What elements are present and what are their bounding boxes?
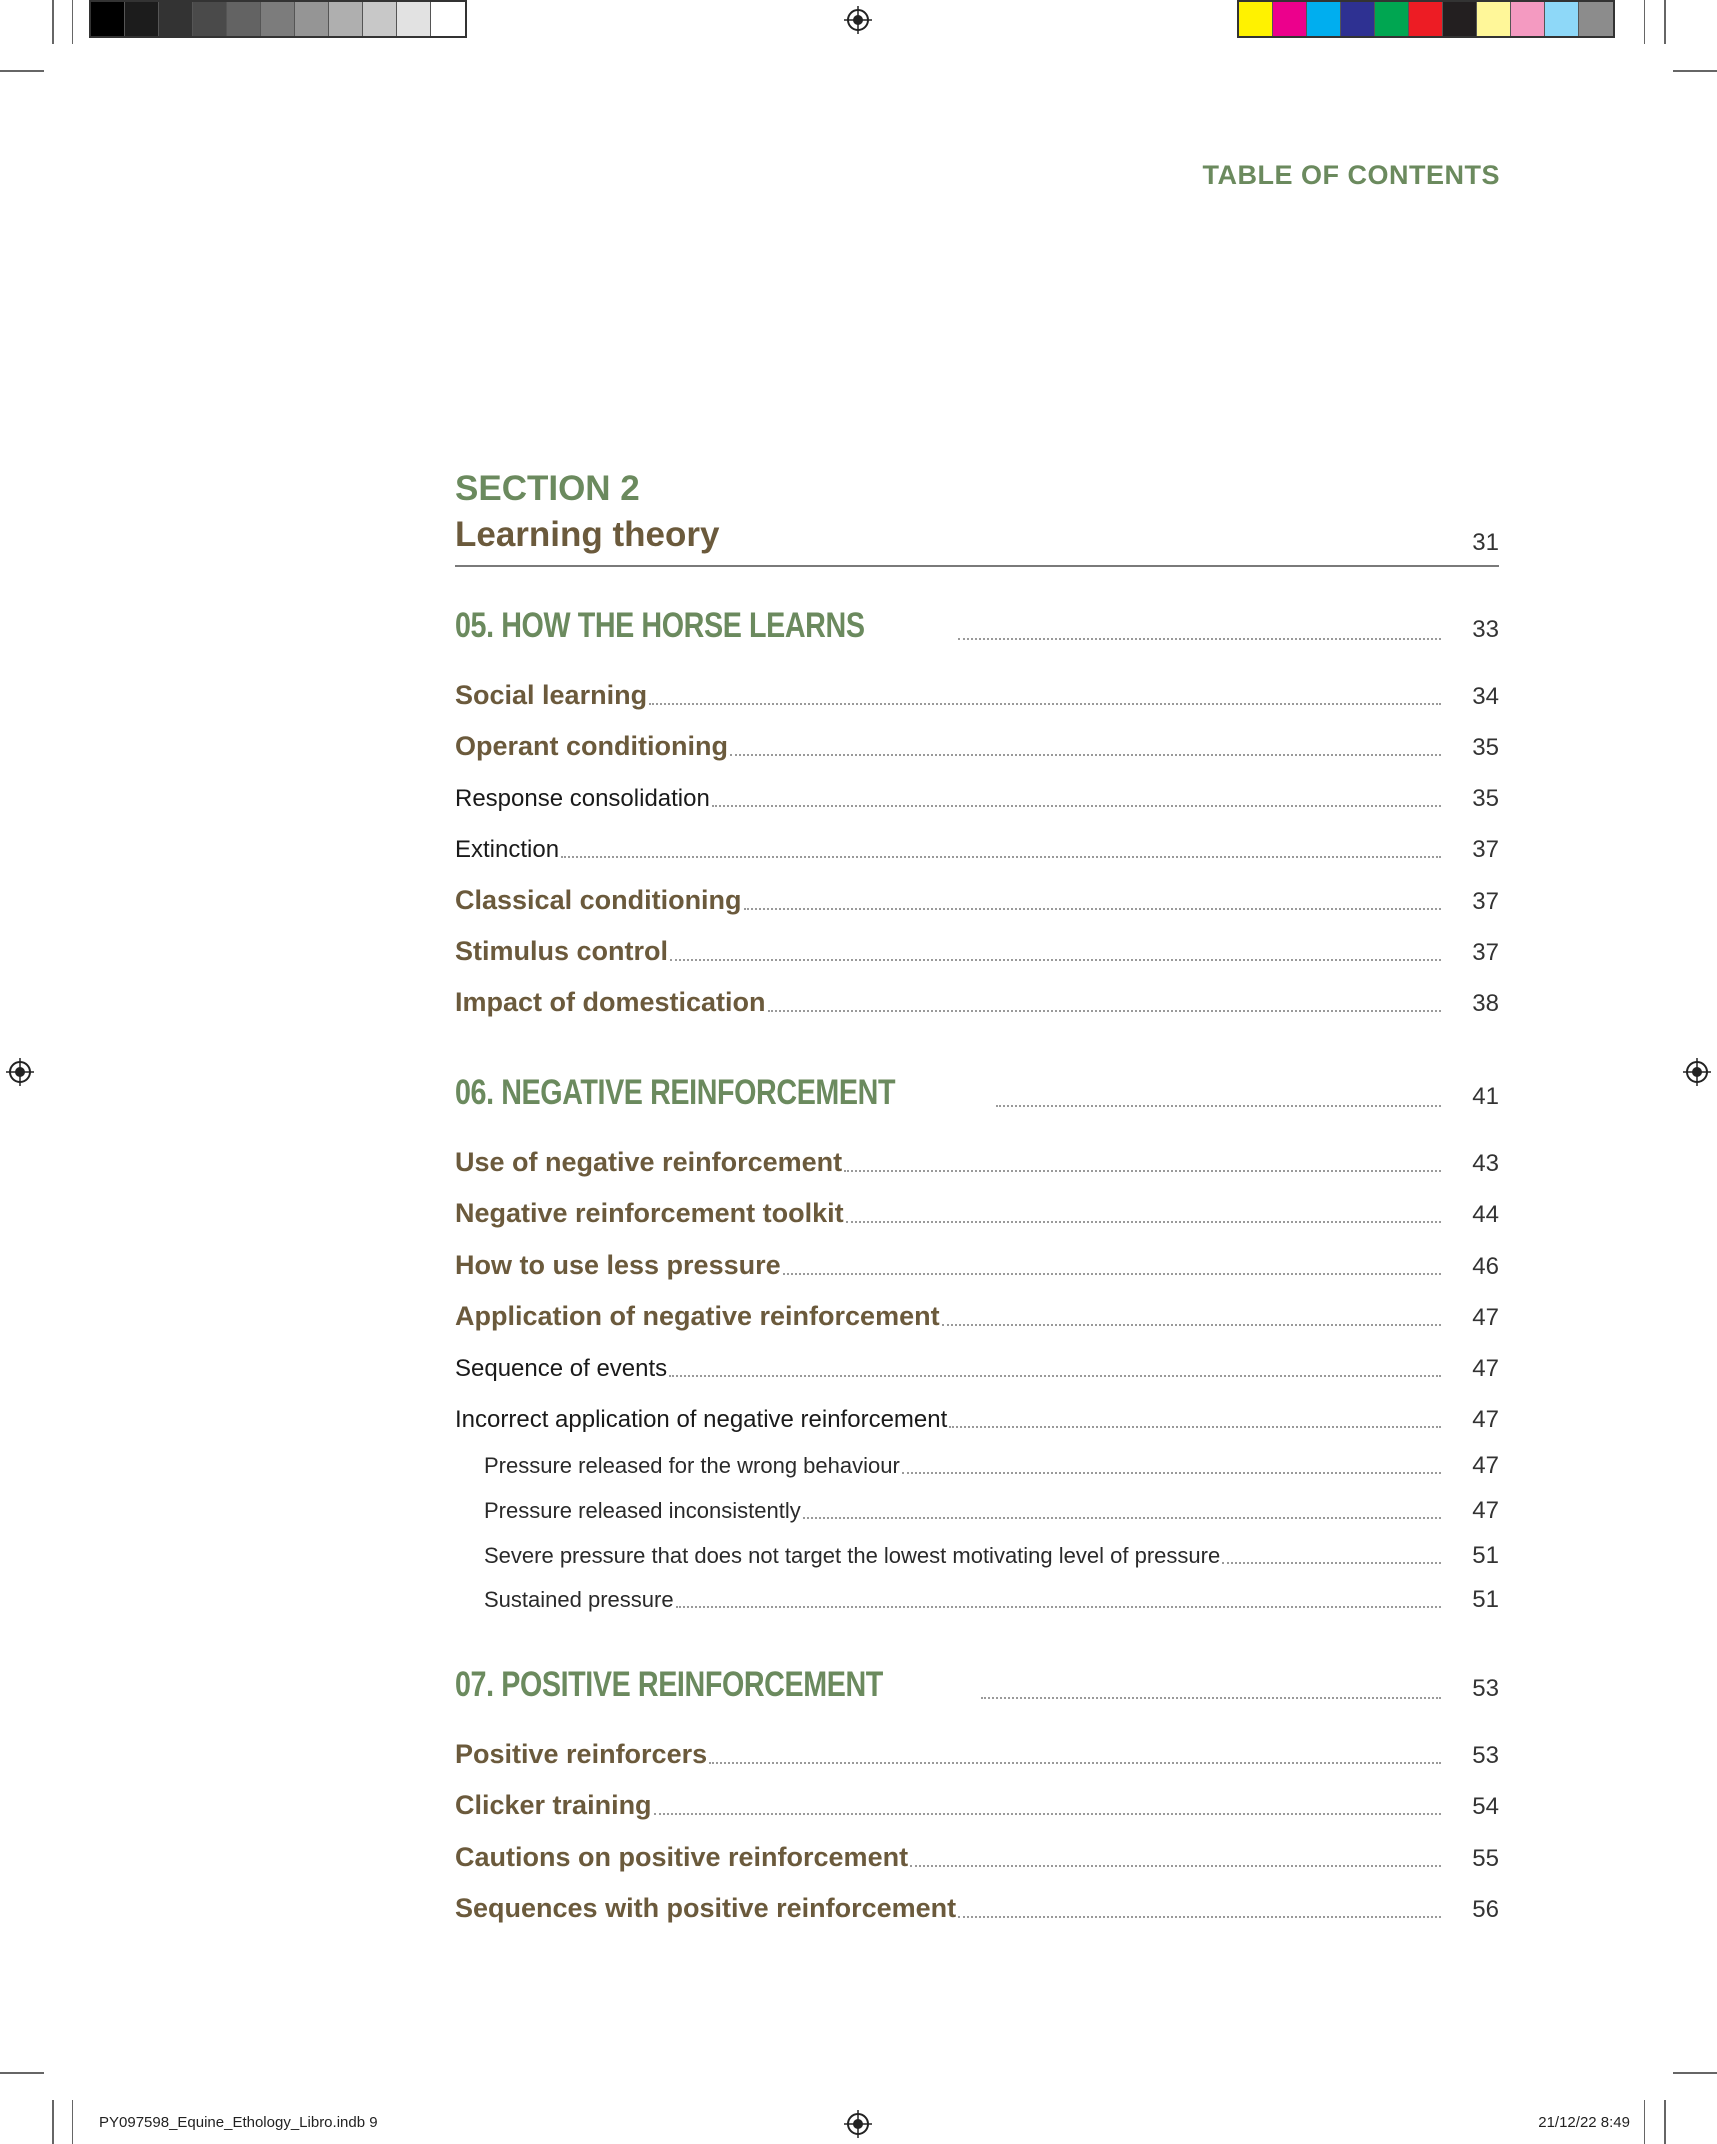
toc-label: 07. POSITIVE REINFORCEMENT [455, 1665, 883, 1704]
toc-entry[interactable] [455, 1250, 1499, 1281]
toc-entry[interactable] [455, 987, 1499, 1018]
dot-leader [846, 1220, 1441, 1223]
dot-leader [902, 1471, 1441, 1474]
dot-leader [803, 1516, 1441, 1519]
dot-leader [910, 1864, 1441, 1867]
dot-leader [958, 1915, 1441, 1918]
dot-leader [676, 1605, 1441, 1608]
toc-page-number: 55 [1472, 1845, 1499, 1872]
toc-label: Extinction [455, 836, 560, 863]
dot-leader [996, 1104, 1441, 1107]
color-swatch [1443, 2, 1477, 36]
toc-subentry[interactable] [455, 785, 1499, 813]
toc-label: Application of negative reinforcement [455, 1301, 940, 1331]
toc-subsubentry[interactable] [484, 1542, 1499, 1570]
toc-page-number: 37 [1472, 939, 1499, 966]
crop-mark [1673, 2072, 1717, 2074]
toc-entry[interactable] [455, 1790, 1499, 1821]
color-swatch [363, 2, 397, 36]
dot-leader [768, 1009, 1441, 1012]
toc-page-number: 47 [1472, 1406, 1499, 1433]
dot-leader [949, 1425, 1441, 1428]
color-swatch [1239, 2, 1273, 36]
color-swatch [91, 2, 125, 36]
toc-page-number: 35 [1472, 785, 1499, 812]
toc-label: Stimulus control [455, 936, 669, 966]
color-swatch [1477, 2, 1511, 36]
toc-subsubentry[interactable] [484, 1452, 1499, 1480]
toc-page-number: 56 [1472, 1896, 1499, 1923]
toc-subsubentry[interactable] [484, 1497, 1499, 1525]
toc-page-number: 47 [1472, 1355, 1499, 1382]
toc-page-number: 54 [1472, 1793, 1499, 1820]
toc-page-number: 44 [1472, 1201, 1499, 1228]
toc-page-number: 37 [1472, 836, 1499, 863]
toc-page-number: 51 [1472, 1586, 1499, 1613]
gray-calibration-bar [89, 0, 467, 38]
toc-label: Cautions on positive reinforcement [455, 1842, 909, 1872]
color-swatch [329, 2, 363, 36]
toc-entry[interactable] [455, 1198, 1499, 1229]
color-swatch [193, 2, 227, 36]
toc-entry[interactable] [455, 680, 1499, 711]
toc-page-number: 53 [1472, 1675, 1499, 1702]
color-swatch [431, 2, 465, 36]
toc-subsubentry[interactable] [484, 1586, 1499, 1614]
toc-label: Pressure released inconsistently [484, 1498, 801, 1523]
toc-label: Severe pressure that does not target the lowest motivating level of pressure [484, 1543, 1221, 1568]
toc-label: Operant conditioning [455, 731, 728, 761]
color-swatch [159, 2, 193, 36]
registration-mark-icon [844, 2110, 872, 2138]
dot-leader [561, 855, 1441, 858]
toc-entry[interactable] [455, 1842, 1499, 1873]
section-page-number: 31 [1472, 529, 1499, 556]
registration-mark-icon [6, 1058, 34, 1086]
color-swatch [1511, 2, 1545, 36]
section-title: Learning theory [455, 515, 720, 554]
toc-chapter[interactable] [455, 606, 1499, 646]
color-swatch [227, 2, 261, 36]
toc-page-number: 37 [1472, 888, 1499, 915]
toc-label: 05. HOW THE HORSE LEARNS [455, 606, 865, 645]
toc-entry[interactable] [455, 936, 1499, 967]
color-swatch [295, 2, 329, 36]
toc-entry[interactable] [455, 1739, 1499, 1770]
toc-subentry[interactable] [455, 1355, 1499, 1383]
color-swatch [125, 2, 159, 36]
section-label: SECTION 2 [455, 469, 640, 508]
toc-label: 06. NEGATIVE REINFORCEMENT [455, 1073, 896, 1112]
toc-chapter[interactable] [455, 1665, 1499, 1705]
toc-label: Clicker training [455, 1790, 652, 1820]
toc-subentry[interactable] [455, 1406, 1499, 1434]
crop-mark [1644, 0, 1645, 44]
toc-page-number: 38 [1472, 990, 1499, 1017]
crop-mark [1664, 0, 1666, 44]
toc-label: Classical conditioning [455, 885, 742, 915]
dot-leader [844, 1169, 1441, 1172]
toc-label: Use of negative reinforcement [455, 1147, 843, 1177]
dot-leader [669, 1374, 1441, 1377]
toc-page-number: 47 [1472, 1304, 1499, 1331]
print-timestamp: 21/12/22 8:49 [1538, 2114, 1630, 2131]
registration-mark-icon [844, 6, 872, 34]
toc-label: Negative reinforcement toolkit [455, 1198, 844, 1228]
dot-leader [958, 637, 1441, 640]
dot-leader [744, 907, 1441, 910]
color-swatch [261, 2, 295, 36]
toc-page-number: 47 [1472, 1497, 1499, 1524]
color-swatch [1307, 2, 1341, 36]
toc-chapter[interactable] [455, 1073, 1499, 1113]
toc-page-number: 34 [1472, 683, 1499, 710]
crop-mark [1673, 70, 1717, 72]
file-slug: PY097598_Equine_Ethology_Libro.indb 9 [99, 2114, 378, 2131]
crop-mark [72, 2100, 73, 2144]
section-heading [455, 465, 1499, 567]
toc-entry[interactable] [455, 731, 1499, 762]
dot-leader [942, 1323, 1441, 1326]
dot-leader [730, 753, 1441, 756]
toc-label: How to use less pressure [455, 1250, 781, 1280]
color-swatch [1341, 2, 1375, 36]
toc-label: Pressure released for the wrong behaviour [484, 1453, 900, 1478]
dot-leader [712, 804, 1441, 807]
toc-entry[interactable] [455, 1301, 1499, 1332]
section-title-row [455, 513, 1499, 567]
toc-label: Social learning [455, 680, 648, 710]
toc-page-number: 43 [1472, 1150, 1499, 1177]
dot-leader [670, 958, 1441, 961]
toc-page-number: 46 [1472, 1253, 1499, 1280]
crop-mark [72, 0, 73, 44]
toc-label: Sequence of events [455, 1355, 668, 1382]
toc-page-number: 41 [1472, 1083, 1499, 1110]
toc-label: Sequences with positive reinforcement [455, 1893, 957, 1923]
toc-page-number: 47 [1472, 1452, 1499, 1479]
toc-page-number: 35 [1472, 734, 1499, 761]
color-swatch [1375, 2, 1409, 36]
toc-entry[interactable] [455, 1893, 1499, 1924]
toc-label: Sustained pressure [484, 1587, 674, 1612]
registration-mark-icon [1683, 1058, 1711, 1086]
dot-leader [709, 1761, 1441, 1764]
color-swatch [1579, 2, 1613, 36]
toc-label: Response consolidation [455, 785, 710, 812]
toc-page-number: 53 [1472, 1742, 1499, 1769]
color-swatch [1409, 2, 1443, 36]
dot-leader [981, 1696, 1441, 1699]
toc-label: Incorrect application of negative reinforcement [455, 1406, 948, 1433]
crop-mark [52, 2100, 54, 2144]
crop-mark [52, 0, 54, 44]
dot-leader [649, 702, 1441, 705]
toc-page-number: 51 [1472, 1542, 1499, 1569]
running-head: TABLE OF CONTENTS [1202, 160, 1500, 190]
color-swatch [1545, 2, 1579, 36]
toc-entry[interactable] [455, 1147, 1499, 1178]
toc-label: Positive reinforcers [455, 1739, 708, 1769]
crop-mark [1644, 2100, 1645, 2144]
crop-mark [1664, 2100, 1666, 2144]
toc-entry[interactable] [455, 885, 1499, 916]
crop-mark [0, 2072, 44, 2074]
dot-leader [654, 1812, 1441, 1815]
color-swatch [397, 2, 431, 36]
dot-leader [783, 1272, 1441, 1275]
toc-subentry[interactable] [455, 836, 1499, 864]
color-swatch [1273, 2, 1307, 36]
color-calibration-bar [1237, 0, 1615, 38]
toc-label: Impact of domestication [455, 987, 766, 1017]
toc-page-number: 33 [1472, 616, 1499, 643]
crop-mark [0, 70, 44, 72]
dot-leader [1222, 1561, 1441, 1564]
